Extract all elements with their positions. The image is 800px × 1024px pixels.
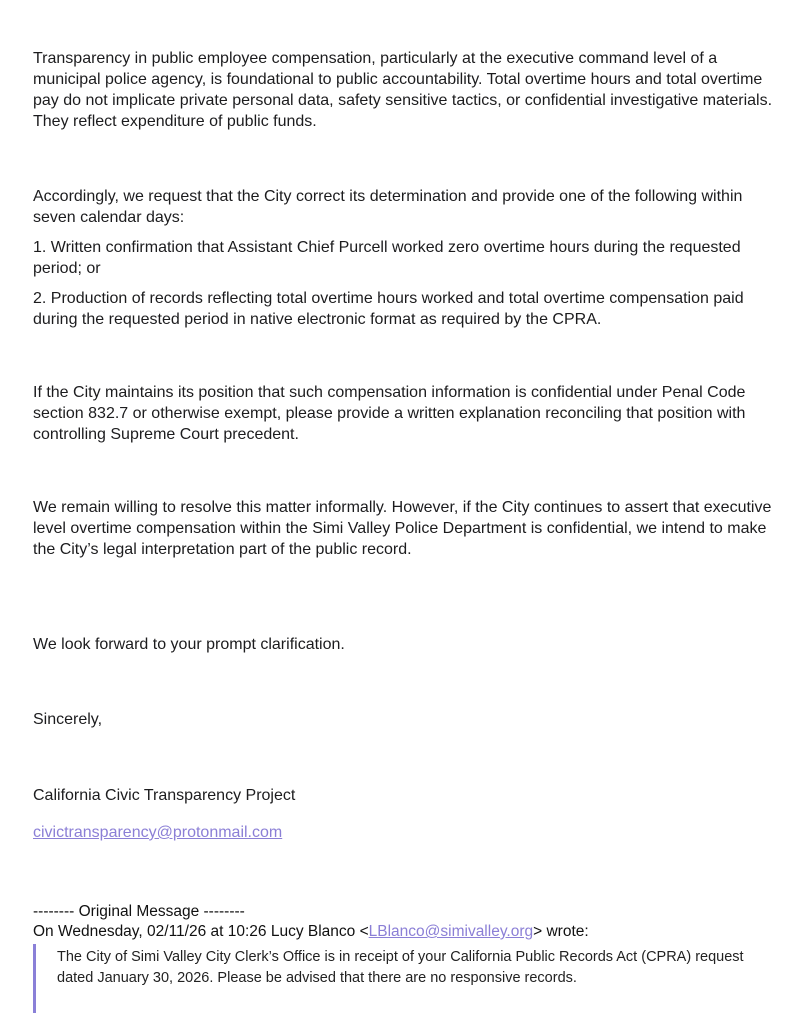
email-body [33,48,783,560]
signature-email-paragraph [33,822,282,843]
original-sender-email-link[interactable]: LBlanco@simivalley.org [368,923,534,940]
paragraph-transparency: Transparency in public employee compensation, particularly at the executive command level of a municipal police agency, is foundational to public accountability. Total overtime hours and total overtime pay do not implicate private personal data, safety sensitive tactics, or confidential investigative materials. They reflect expenditure of public funds. [33,50,773,130]
paragraph-penal-code: If the City maintains its position that such compensation information is confidential under Penal Code section 832.7 or otherwise exempt, please provide a written explanation reconciling that position with controlling Supreme Court precedent. [33,384,746,443]
quoted-message [33,944,773,1013]
original-message-header [33,902,793,942]
paragraph-closing: We look forward to your prompt clarification. [33,636,345,653]
sender-email-link[interactable]: civictransparency@protonmail.com [33,824,283,841]
sign-off: Sincerely, [33,711,103,728]
original-message-separator: -------- Original Message -------- [33,903,245,920]
paragraph-option-2: 2. Production of records reflecting total overtime hours worked and total overtime compensation paid during the requested period in native electronic format as required by the CPRA. [33,290,744,328]
quoted-message-text: The City of Simi Valley City Clerk’s Office is in receipt of your California Public Records Act (CPRA) request dated January 30, 2026. Please be advised that there are no responsive records. [57,949,744,986]
original-message-attribution [33,922,793,942]
paragraph-resolve: We remain willing to resolve this matter informally. However, if the City continues to assert that executive level overtime compensation within the Simi Valley Police Department is confidential, we intend to make the City’s legal interpretation part of the public record. [33,499,772,558]
paragraph-request-intro: Accordingly, we request that the City correct its determination and provide one of the following within seven calendar days: [33,188,743,226]
signature-organization: California Civic Transparency Project [33,787,296,804]
paragraph-option-1: 1. Written confirmation that Assistant Chief Purcell worked zero overtime hours during the requested period; or [33,239,741,277]
attribution-prefix: On Wednesday, 02/11/26 at 10:26 Lucy Blanco < [33,923,369,940]
attribution-suffix: > wrote: [533,923,589,940]
